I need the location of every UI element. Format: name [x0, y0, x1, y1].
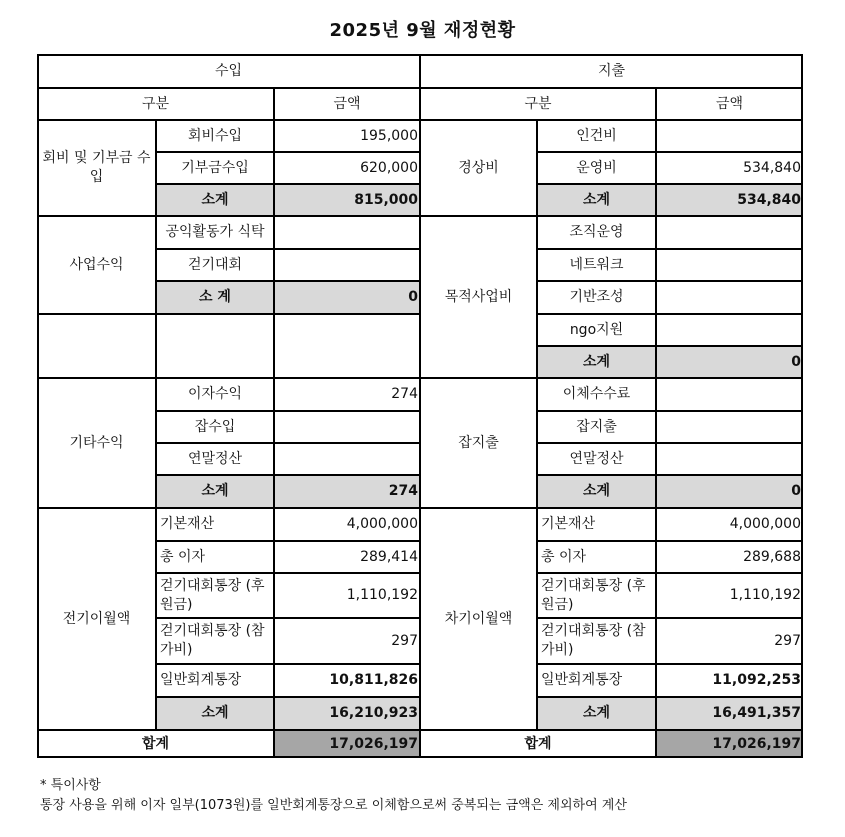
- income-item-value: 297: [274, 618, 420, 664]
- expense-item-value: [656, 443, 803, 475]
- income-item-label: 걷기대회통장 (후원금): [156, 573, 274, 618]
- income-item-label: 이자수익: [156, 378, 274, 411]
- income-empty-cell: [37, 314, 156, 378]
- expense-subtotal-value: 16,491,357: [656, 697, 803, 730]
- income-header: 수입: [37, 54, 420, 88]
- income-subtotal-value: 0: [274, 281, 420, 314]
- expense-item-value: [656, 249, 803, 281]
- expense-item-value: [656, 314, 803, 346]
- expense-item-value: 297: [656, 618, 803, 664]
- notes: [40, 776, 627, 816]
- expense-header: 지출: [420, 54, 803, 88]
- income-empty-cell: [156, 314, 274, 378]
- expense-item-value: [656, 216, 803, 249]
- expense-subtotal-value: 0: [656, 346, 803, 378]
- income-item-label: 잡수입: [156, 411, 274, 443]
- income-item-value: 1,110,192: [274, 573, 420, 618]
- income-item-value: 10,811,826: [274, 664, 420, 697]
- income-item-label: 걷기대회통장 (참가비): [156, 618, 274, 664]
- expense-item-value: [656, 411, 803, 443]
- income-item-label: 기본재산: [156, 508, 274, 541]
- page-title: 2025년 9월 재정현황: [329, 20, 516, 41]
- total-row-divider: [37, 729, 803, 731]
- expense-item-value: 1,110,192: [656, 573, 803, 618]
- income-item-value: 620,000: [274, 152, 420, 184]
- income-item-value: [274, 249, 420, 281]
- income-group-other: 기타수익: [37, 378, 156, 508]
- expense-subtotal-value: 534,840: [656, 184, 803, 216]
- expense-group-operating: 경상비: [420, 120, 537, 216]
- expense-item-label: 조직운영: [537, 216, 656, 249]
- income-total-value: 17,026,197: [274, 730, 420, 758]
- income-item-value: [274, 443, 420, 475]
- income-item-label: 연말정산: [156, 443, 274, 475]
- expense-item-value: [656, 120, 803, 152]
- income-item-value: 274: [274, 378, 420, 411]
- business-row-divider: [37, 313, 420, 315]
- income-item-value: 4,000,000: [274, 508, 420, 541]
- expense-total-value: 17,026,197: [656, 730, 803, 758]
- expense-amount-header: 금액: [656, 88, 803, 120]
- income-empty-cell: [274, 314, 420, 378]
- income-group-carryover: 전기이월액: [37, 508, 156, 730]
- income-item-value: [274, 411, 420, 443]
- expense-category-header: 구분: [420, 88, 656, 120]
- income-subtotal-value: 274: [274, 475, 420, 508]
- expense-item-value: 4,000,000: [656, 508, 803, 541]
- expense-item-label: 걷기대회통장 (후원금): [537, 573, 656, 618]
- income-subtotal-label: 소 계: [156, 281, 274, 314]
- income-total-label: 합계: [37, 730, 274, 758]
- border-right: [801, 54, 803, 758]
- expense-total-label: 합계: [420, 730, 656, 758]
- expense-item-label: 인건비: [537, 120, 656, 152]
- expense-item-label: 기반조성: [537, 281, 656, 314]
- expense-group-carryforward: 차기이월액: [420, 508, 537, 730]
- expense-item-label: 잡지출: [537, 411, 656, 443]
- expense-item-label: ngo지원: [537, 314, 656, 346]
- income-item-label: 회비수입: [156, 120, 274, 152]
- income-amount-header: 금액: [274, 88, 420, 120]
- expense-group-misc: 잡지출: [420, 378, 537, 508]
- income-item-label: 기부금수입: [156, 152, 274, 184]
- expense-item-label: 걷기대회통장 (참가비): [537, 618, 656, 664]
- expense-subtotal-label: 소계: [537, 475, 656, 508]
- notes-heading: * 특이사항: [40, 778, 101, 793]
- income-category-header: 구분: [37, 88, 274, 120]
- expense-item-value: [656, 281, 803, 314]
- income-subtotal-label: 소계: [156, 697, 274, 730]
- income-subtotal-value: 815,000: [274, 184, 420, 216]
- expense-item-label: 일반회계통장: [537, 664, 656, 697]
- income-subtotal-label: 소계: [156, 475, 274, 508]
- notes-text: 통장 사용을 위해 이자 일부(1073원)를 일반회계통장으로 이체함으로써 중복되는 금액은 제외하여 계산: [40, 798, 627, 813]
- income-subtotal-label: 소계: [156, 184, 274, 216]
- border-left: [37, 54, 39, 758]
- income-item-value: 289,414: [274, 541, 420, 573]
- expense-item-label: 기본재산: [537, 508, 656, 541]
- income-subtotal-value: 16,210,923: [274, 697, 420, 730]
- income-item-label: 공익활동가 식탁: [156, 216, 274, 249]
- income-item-label: 걷기대회: [156, 249, 274, 281]
- income-item-label: 일반회계통장: [156, 664, 274, 697]
- expense-item-value: 289,688: [656, 541, 803, 573]
- income-item-value: [274, 216, 420, 249]
- expense-item-label: 네트워크: [537, 249, 656, 281]
- expense-subtotal-label: 소계: [537, 184, 656, 216]
- expense-item-label: 이체수수료: [537, 378, 656, 411]
- income-item-label: 총 이자: [156, 541, 274, 573]
- income-item-value: 195,000: [274, 120, 420, 152]
- expense-item-value: 11,092,253: [656, 664, 803, 697]
- center-divider: [419, 54, 421, 758]
- expense-item-value: 534,840: [656, 152, 803, 184]
- income-group-dues: 회비 및 기부금 수입: [37, 120, 156, 216]
- income-group-business: 사업수익: [37, 216, 156, 314]
- expense-subtotal-label: 소계: [537, 346, 656, 378]
- expense-group-purpose: 목적사업비: [420, 216, 537, 378]
- expense-item-value: [656, 378, 803, 411]
- expense-item-label: 운영비: [537, 152, 656, 184]
- expense-subtotal-value: 0: [656, 475, 803, 508]
- expense-item-label: 총 이자: [537, 541, 656, 573]
- expense-item-label: 연말정산: [537, 443, 656, 475]
- expense-subtotal-label: 소계: [537, 697, 656, 730]
